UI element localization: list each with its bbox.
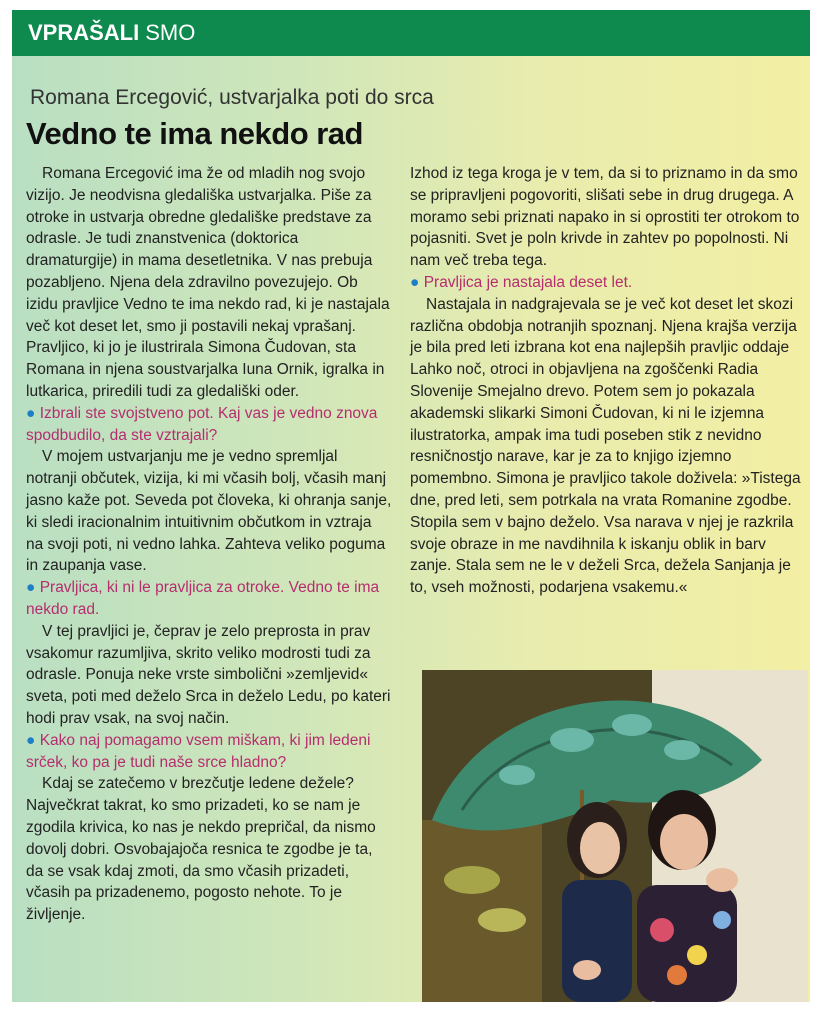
article-title: Vedno te ima nekdo rad: [26, 116, 363, 151]
question-4-text: Pravljica je nastajala deset let.: [423, 273, 633, 291]
answer-4: Nastajala in nadgrajevala se je več kot deset let skozi različna obdobja notranjih spoznanj. Njena krajša verzija je bila pred leti izbrana kot ena najlepših pravljic oddaje Lahko noč, otroci in objavljena na zgoščenki Radia Slovenije Smejalno drevo. Potem sem jo pokazala akademski slikarki Simoni Čudovan, ki ni le izjemna ilustratorka, ampak ima tudi poseben stik z nevidno resničnostjo narave, kar je za to knjigo izjemno pomembno. Simona je pravljico takole doživela: »Tistega dne, pred leti, sem potrkala na vrata Romanine zgodbe. Stopila sem v bajno deželo. Vsa narava v njej je razkrila svoje obraze in me navdihnila k iskanju oblik in barv zanje. Stala sem ne le v deželi Srca, dežela Sanjanja je to, vseh možnosti, podarjena vsakemu.«: [410, 295, 801, 597]
section-label-bold: VPRAŠALI: [28, 20, 140, 45]
section-label-thin: SMO: [145, 20, 196, 45]
question-2: [26, 577, 392, 621]
answer-3: Kdaj se zatečemo v brezčutje ledene dežele? Največkrat takrat, ko smo prizadeti, ko se nam je zgodila krivica, ko nas je nekdo prepričal, da nismo dovolj dobri. Osvobajajoča resnica te zgodbe je ta, da se vsak kdaj zmoti, da smo včasih prizadeti, včasih pa prizadenemo, pogosto nehote. To je življenje.: [26, 775, 376, 924]
question-1-text: Izbrali ste svojstveno pot. Kaj vas je vedno znova spodbudilo, da ste vztrajali?: [26, 404, 378, 444]
bullet-icon: ●: [410, 273, 420, 291]
answer-1: V mojem ustvarjanju me je vedno spremljal notranji občutek, vizija, ki mi včasih bolj, včasih manj jasno kaže pot. Seveda pot človeka, ki ohranja sanje, ki sledi iracionalnim intuitivnim občutkom in vztraja na svoji poti, ni vedno lahka. Zahteva veliko poguma in zaupanja vase.: [26, 448, 392, 575]
magazine-page: [12, 10, 810, 1002]
article-column-right: [410, 163, 802, 599]
answer-2: V tej pravljici je, čeprav je zelo preprosta in prav vsakomur razumljiva, skrito veliko modrosti tudi za odrasle. Ponuja neke vrste simbolični »zemljevid« sveta, poti med deželo Srca in deželo Ledu, po kateri hodi prav vsak, na svoj način.: [26, 622, 391, 727]
question-1: [26, 403, 392, 447]
section-label: [28, 20, 195, 46]
bullet-icon: ●: [26, 579, 36, 597]
section-header-bar: [12, 10, 810, 56]
question-2-text: Pravljica, ki ni le pravljica za otroke. Vedno te ima nekdo rad.: [26, 579, 380, 618]
bullet-icon: ●: [26, 404, 36, 422]
article-subtitle: Romana Ercegović, ustvarjalka poti do srca: [30, 86, 434, 109]
question-3: [26, 730, 392, 774]
article-intro: Romana Ercegović ima že od mladih nog svojo vizijo. Je neodvisna gledališka ustvarjalka. Piše za otroke in ustvarja obredne gledališke predstave za odrasle. Je tudi znanstvenica (doktorica dramaturgije) in mama desetletnika. V nas prebuja pozabljeno. Njena dela zdravilno povezujejo. Ob izidu pravljice Vedno te ima nekdo rad, ki je nastajala več kot deset let, smo ji postavili nekaj vprašanj. Pravljico, ki jo je ilustrirala Simona Čudovan, sta Romana in njena soustvarjalka Iuna Ornik, igralka in lutkarica, priredili tudi za gledališki oder.: [26, 165, 390, 400]
article-photo: [422, 670, 808, 1002]
photo-illustration: [422, 670, 808, 1002]
question-3-text: Kako naj pomagamo vsem miškam, ki jim ledeni srček, ko pa je tudi naše srce hladno?: [26, 731, 371, 771]
bullet-icon: ●: [26, 731, 36, 749]
article-column-left: [26, 163, 392, 926]
question-4: [410, 272, 802, 294]
answer-3-continued: Izhod iz tega kroga je v tem, da si to priznamo in da smo se pripravljeni pogovoriti, slišati sebe in drug drugega. A moramo sebi priznati napako in si oprostiti ter otrokom to pojasniti. Svet je poln krivde in zahtev po popolnosti. Ni nam več treba tega.: [410, 165, 800, 270]
